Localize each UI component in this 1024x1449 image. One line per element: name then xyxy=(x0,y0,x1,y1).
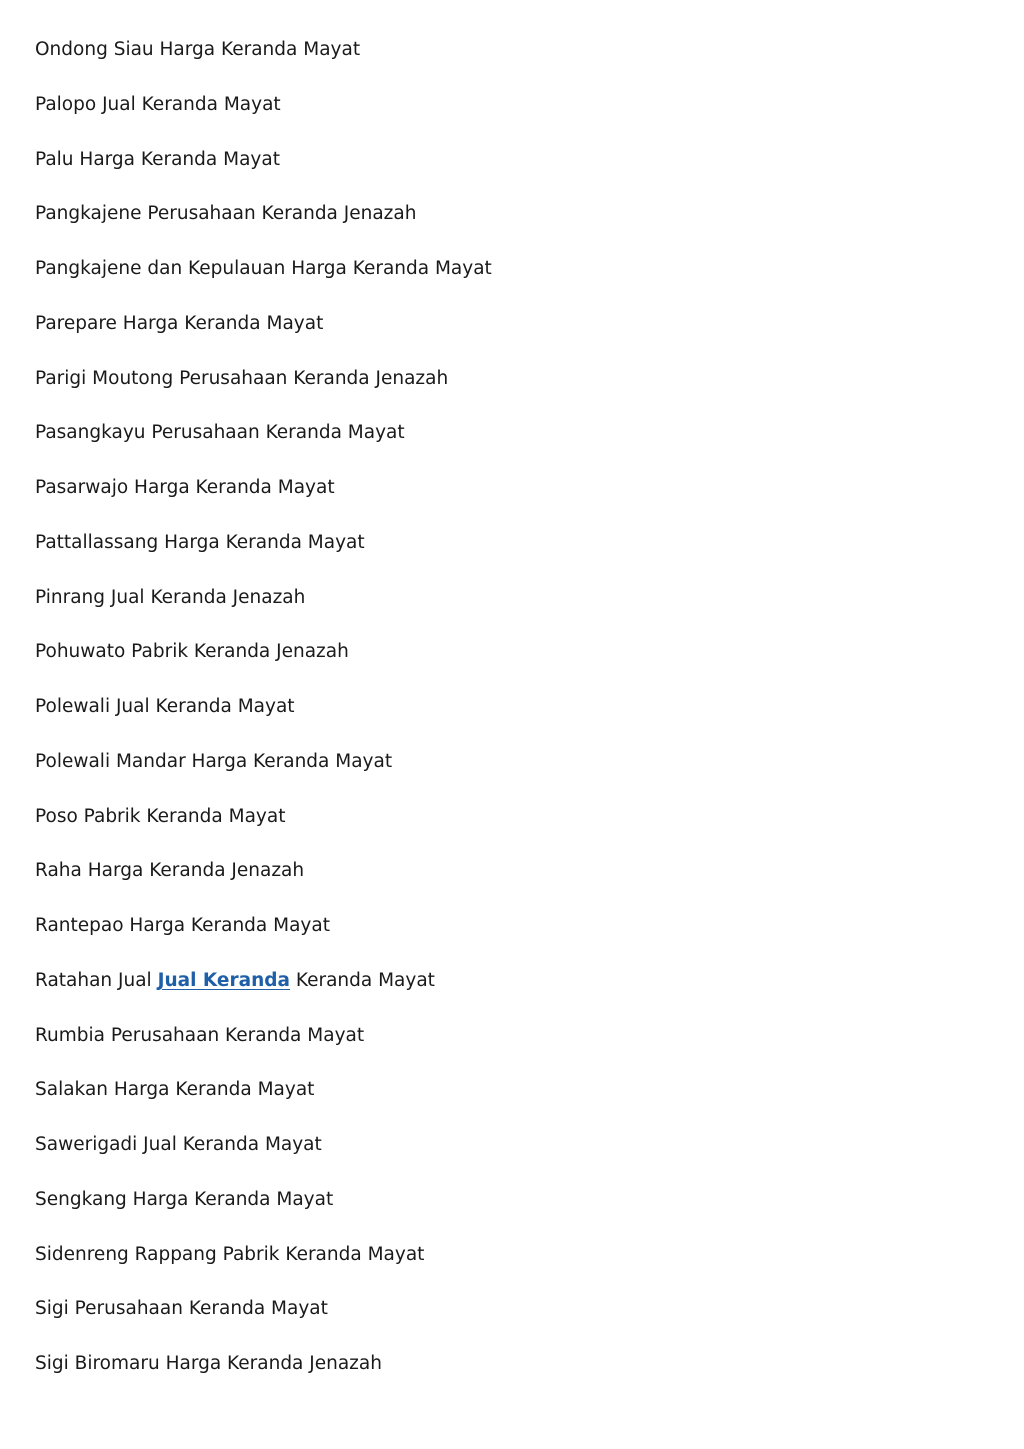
list-item: Polewali Jual Keranda Mayat xyxy=(35,696,295,717)
list-item: Pasangkayu Perusahaan Keranda Mayat xyxy=(35,422,405,444)
list-item: Sigi Biromaru Harga Keranda Jenazah xyxy=(35,1353,382,1374)
list-item: Polewali Mandar Harga Keranda Mayat xyxy=(35,750,393,772)
list-item: Pinrang Jual Keranda Jenazah xyxy=(35,586,306,608)
list-item: Sawerigadi Jual Keranda Mayat xyxy=(35,1134,322,1155)
list-item: Ondong Siau Harga Keranda Mayat xyxy=(35,39,361,60)
list-item: Sidenreng Rappang Pabrik Keranda Mayat xyxy=(35,1243,425,1265)
list-item: Sigi Perusahaan Keranda Mayat xyxy=(35,1298,328,1320)
list-item: Sengkang Harga Keranda Mayat xyxy=(35,1188,334,1210)
keyword-list xyxy=(35,36,492,1405)
link-entry-prefix: Ratahan Jual xyxy=(35,969,152,991)
list-item: Palu Harga Keranda Mayat xyxy=(35,148,280,170)
list-item-with-link xyxy=(35,967,492,1022)
list-item: Pasarwajo Harga Keranda Mayat xyxy=(35,477,335,498)
list-item: Raha Harga Keranda Jenazah xyxy=(35,860,305,882)
list-item: Rantepao Harga Keranda Mayat xyxy=(35,915,330,936)
link-entry-suffix: Keranda Mayat xyxy=(295,969,435,991)
list-item: Rumbia Perusahaan Keranda Mayat xyxy=(35,1024,365,1046)
list-item: Parigi Moutong Perusahaan Keranda Jenazah xyxy=(35,367,449,389)
list-item: Parepare Harga Keranda Mayat xyxy=(35,312,324,334)
list-item: Pohuwato Pabrik Keranda Jenazah xyxy=(35,641,349,663)
jual-keranda-link[interactable]: Jual Keranda xyxy=(157,969,290,991)
list-item: Pangkajene dan Kepulauan Harga Keranda Mayat xyxy=(35,258,492,279)
list-item: Salakan Harga Keranda Mayat xyxy=(35,1079,315,1101)
list-item: Pangkajene Perusahaan Keranda Jenazah xyxy=(35,203,417,225)
list-item: Palopo Jual Keranda Mayat xyxy=(35,93,281,115)
list-item: Pattallassang Harga Keranda Mayat xyxy=(35,531,365,553)
list-item: Poso Pabrik Keranda Mayat xyxy=(35,805,286,827)
